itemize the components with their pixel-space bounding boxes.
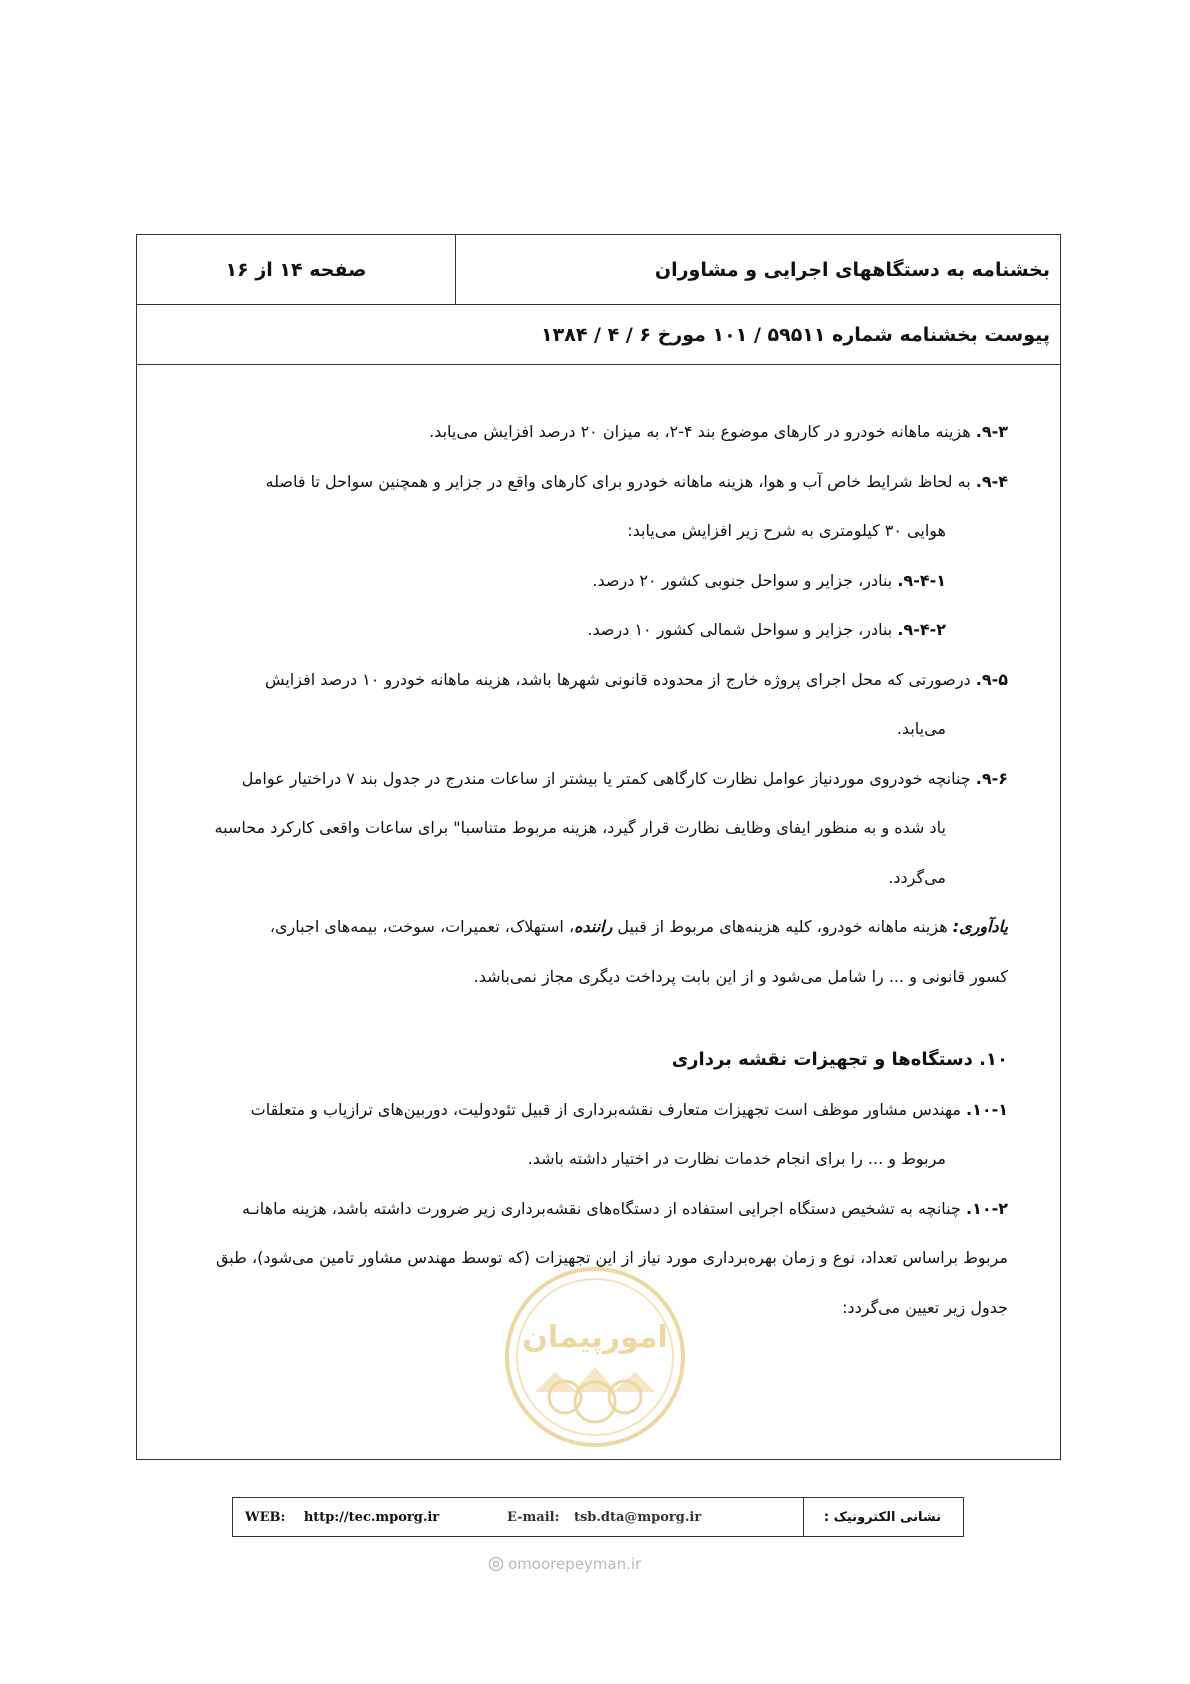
paragraph-text: چنانچه خودروی موردنیاز عوامل نظارت کارگاهی کمتر یا بیشتر از ساعات مندرج در جدول بند ۷ دراختیار عوامل: [241, 768, 976, 788]
paragraph-10-1: [180, 1085, 1008, 1135]
paragraph-9-3: [180, 407, 1008, 457]
electronic-address-label: نشانی الکترونیک :: [803, 1498, 963, 1536]
paragraph-10-2-continued: مربوط براساس تعداد، نوع و زمان بهره‌برداری مورد نیاز از این تجهیزات (که توسط مهندس مشاور تامین می‌شود)، طبق: [215, 1248, 1008, 1267]
svg-text:امورپیمان: امورپیمان: [522, 1320, 668, 1355]
paragraph-9-4: [180, 457, 1008, 507]
header-row: [137, 235, 1060, 305]
note-label: یادآوری:: [952, 917, 1008, 936]
web-link[interactable]: http://tec.mporg.ir: [303, 1509, 440, 1525]
footer-contact-box: [232, 1497, 964, 1537]
document-body: [180, 407, 1008, 1332]
clause-number: ۹-۳.: [975, 422, 1008, 441]
footer-email: [493, 1510, 803, 1525]
footer-web: [233, 1510, 493, 1525]
at-sign-icon: [488, 1556, 504, 1572]
clause-number: ۹-۴-۱.: [897, 570, 946, 590]
paragraph-text: چنانچه به تشخیص دستگاه اجرایی استفاده از دستگاه‌های نقشه‌برداری زیر ضرورت داشته باشد، هزینه ماهانـه: [242, 1198, 966, 1218]
note-paragraph: [180, 902, 1008, 952]
paragraph-9-4-continued: هوایی ۳۰ کیلومتری به شرح زیر افزایش می‌یابد:: [627, 521, 946, 540]
paragraph-text: مهندس مشاور موظف است تجهیزات متعارف نقشه‌برداری از قبیل تئودولیت، دوربین‌های ترازیاب و متعلقات: [250, 1099, 966, 1119]
site-watermark: [488, 1555, 641, 1573]
paragraph-text: بنادر، جزایر و سواحل جنوبی کشور ۲۰ درصد.: [592, 570, 898, 590]
attachment-subtitle: پیوست بخشنامه شماره ۵۹۵۱۱ / ۱۰۱ مورخ ۶ / ۴ / ۱۳۸۴: [137, 305, 1060, 365]
email-link[interactable]: tsb.dta@mporg.ir: [573, 1509, 702, 1525]
document-title: بخشنامه به دستگاههای اجرایی و مشاوران: [455, 235, 1060, 304]
clause-number: ۱۰-۲.: [965, 1198, 1008, 1218]
web-label: WEB:: [245, 1509, 286, 1525]
email-label: E-mail:: [507, 1509, 560, 1525]
paragraph-9-4-1: [180, 556, 1008, 606]
note-paragraph-continued: کسور قانونی و ... را شامل می‌شود و از این بابت پرداخت دیگری مجاز نمی‌باشد.: [473, 966, 1008, 986]
clause-number: ۹-۶.: [975, 768, 1008, 788]
site-watermark-text: omoorepeyman.ir: [508, 1555, 642, 1573]
paragraph-text: بنادر، جزایر و سواحل شمالی کشور ۱۰ درصد.: [587, 620, 898, 639]
paragraph-9-6-end: می‌گردد.: [888, 867, 946, 887]
paragraph-9-6-continued: یاد شده و به منظور ایفای وظایف نظارت قرار گیرد، هزینه مربوط متناسبا" برای ساعات واقعی کارکرد محاسبه: [214, 818, 946, 837]
paragraph-9-6: [180, 754, 1008, 804]
note-text: ، استهلاک، تعمیرات، سوخت، بیمه‌های اجباری،: [269, 917, 575, 936]
paragraph-text: هزینه ماهانه خودرو در کارهای موضوع بند ۴-۲، به میزان ۲۰ درصد افزایش می‌یابد.: [429, 422, 976, 441]
paragraph-10-2: [180, 1184, 1008, 1234]
paragraph-9-5: [180, 655, 1008, 705]
page-number: صفحه ۱۴ از ۱۶: [225, 258, 367, 281]
paragraph-10-2-end: جدول زیر تعیین می‌گردد:: [842, 1297, 1008, 1317]
clause-number: ۱۰-۱.: [965, 1099, 1008, 1119]
paragraph-9-4-2: [180, 605, 1008, 655]
section-heading-10: ۱۰. دستگاه‌ها و تجهیزات نقشه برداری: [671, 1049, 1008, 1070]
clause-number: ۹-۵.: [975, 669, 1008, 689]
paragraph-9-5-continued: می‌یابد.: [896, 719, 946, 738]
paragraph-text: به لحاظ شرایط خاص آب و هوا، هزینه ماهانه خودرو برای کارهای واقع در جزایر و همچنین سواحل تا فاصله: [265, 471, 976, 491]
note-driver: راننده: [574, 917, 613, 936]
note-text: هزینه ماهانه خودرو، کلیه هزینه‌های مربوط از قبیل: [612, 917, 953, 936]
paragraph-text: درصورتی که محل اجرای پروژه خارج از محدوده قانونی شهرها باشد، هزینه ماهانه خودرو ۱۰ درصد افزایش: [264, 669, 976, 689]
watermark-seal-icon: [495, 1262, 695, 1452]
clause-number: ۹-۴-۲.: [897, 620, 946, 639]
clause-number: ۹-۴.: [975, 471, 1008, 491]
paragraph-10-1-continued: مربوط و ... را برای انجام خدمات نظارت در اختیار داشته باشد.: [527, 1149, 946, 1168]
